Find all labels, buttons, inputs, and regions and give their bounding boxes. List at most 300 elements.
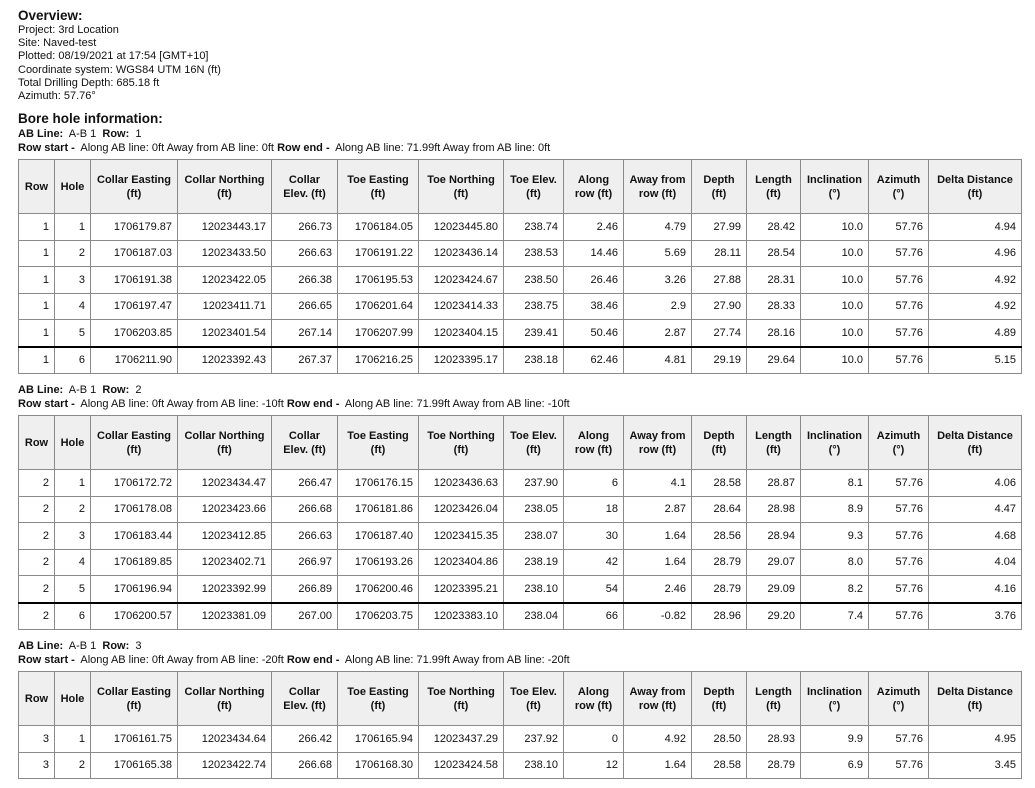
table-cell: 4.16	[929, 576, 1022, 603]
table-cell: 1706191.38	[91, 267, 178, 294]
row-label: Row:	[102, 640, 130, 653]
table-cell: 12023443.17	[178, 214, 272, 241]
row-start-value: Along AB line: 0ft Away from AB line: -20ft	[80, 654, 284, 667]
table-row	[19, 293, 1022, 320]
table-cell: 6.9	[801, 752, 869, 779]
table-cell: 57.76	[869, 576, 929, 603]
table-cell: 12023401.54	[178, 320, 272, 347]
column-header: Azimuth (°)	[869, 160, 929, 214]
row-value: 2	[135, 384, 142, 397]
table-cell: 12023383.10	[419, 603, 504, 630]
table-cell: 10.0	[801, 347, 869, 374]
table-cell: 1	[19, 214, 55, 241]
ab-line-label: AB Line:	[18, 128, 64, 141]
table-row	[19, 726, 1022, 753]
table-cell: 57.76	[869, 320, 929, 347]
table-cell: 28.56	[692, 523, 747, 550]
table-cell: 238.07	[504, 523, 564, 550]
table-cell: 28.98	[747, 496, 801, 523]
table-cell: 266.97	[272, 549, 338, 576]
table-row	[19, 320, 1022, 347]
table-cell: 28.87	[747, 470, 801, 497]
ab-line-label: AB Line:	[18, 384, 64, 397]
table-cell: 4.1	[624, 470, 692, 497]
row-value: 3	[135, 640, 142, 653]
table-cell: 1	[19, 320, 55, 347]
table-cell: 1706191.22	[338, 240, 419, 267]
table-cell: 8.1	[801, 470, 869, 497]
column-header: Length (ft)	[747, 672, 801, 726]
column-header: Toe Northing (ft)	[419, 672, 504, 726]
ab-line-label: AB Line:	[18, 640, 64, 653]
row-start-value: Along AB line: 0ft Away from AB line: -10ft	[80, 398, 284, 411]
table-cell: 1706181.86	[338, 496, 419, 523]
ab-line-value: A-B 1	[68, 128, 97, 141]
table-cell: 28.96	[692, 603, 747, 630]
table-cell: 57.76	[869, 496, 929, 523]
row-end-value: Along AB line: 71.99ft Away from AB line: -10ft	[344, 398, 570, 411]
table-cell: 12	[564, 752, 624, 779]
table-cell: 1706193.26	[338, 549, 419, 576]
table-cell: 1706165.38	[91, 752, 178, 779]
section-ab-line	[18, 383, 1021, 397]
column-header: Toe Elev. (ft)	[504, 672, 564, 726]
column-header: Toe Easting (ft)	[338, 416, 419, 470]
table-cell: 1706161.75	[91, 726, 178, 753]
table-cell: 1706187.40	[338, 523, 419, 550]
table-cell: 12023395.17	[419, 347, 504, 374]
table-row	[19, 576, 1022, 603]
table-cell: 266.47	[272, 470, 338, 497]
table-cell: 1	[55, 470, 91, 497]
table-cell: 1706176.15	[338, 470, 419, 497]
table-cell: 57.76	[869, 603, 929, 630]
table-cell: 28.79	[692, 549, 747, 576]
table-cell: 2	[55, 240, 91, 267]
section-row-range	[18, 141, 1021, 155]
bore-table	[18, 415, 1022, 630]
column-header: Azimuth (°)	[869, 672, 929, 726]
table-cell: 12023414.33	[419, 293, 504, 320]
table-cell: 4.96	[929, 240, 1022, 267]
table-row	[19, 496, 1022, 523]
table-cell: 12023404.86	[419, 549, 504, 576]
table-cell: 12023426.04	[419, 496, 504, 523]
table-cell: 266.73	[272, 214, 338, 241]
column-header: Collar Northing (ft)	[178, 160, 272, 214]
table-cell: 29.09	[747, 576, 801, 603]
table-cell: 1	[19, 293, 55, 320]
table-cell: 42	[564, 549, 624, 576]
table-cell: 10.0	[801, 214, 869, 241]
table-cell: 237.92	[504, 726, 564, 753]
table-cell: 237.90	[504, 470, 564, 497]
table-cell: 2	[55, 752, 91, 779]
table-cell: 30	[564, 523, 624, 550]
table-cell: 2	[19, 549, 55, 576]
table-cell: 12023422.05	[178, 267, 272, 294]
column-header: Along row (ft)	[564, 416, 624, 470]
table-cell: 2	[55, 496, 91, 523]
table-row	[19, 603, 1022, 630]
column-header: Row	[19, 672, 55, 726]
table-cell: 4.04	[929, 549, 1022, 576]
table-cell: 8.0	[801, 549, 869, 576]
table-cell: 266.65	[272, 293, 338, 320]
table-cell: 6	[55, 347, 91, 374]
table-cell: 28.79	[747, 752, 801, 779]
table-cell: 57.76	[869, 726, 929, 753]
column-header: Length (ft)	[747, 160, 801, 214]
row-start-label: Row start -	[18, 142, 75, 155]
table-cell: 3	[19, 752, 55, 779]
table-cell: 18	[564, 496, 624, 523]
column-header: Depth (ft)	[692, 672, 747, 726]
table-cell: 10.0	[801, 267, 869, 294]
column-header: Hole	[55, 672, 91, 726]
column-header: Collar Easting (ft)	[91, 160, 178, 214]
column-header: Toe Northing (ft)	[419, 160, 504, 214]
header-row	[19, 672, 1022, 726]
table-cell: 0	[564, 726, 624, 753]
table-cell: 1706203.75	[338, 603, 419, 630]
table-cell: 66	[564, 603, 624, 630]
table-cell: 7.4	[801, 603, 869, 630]
table-cell: 28.31	[747, 267, 801, 294]
table-cell: 12023392.43	[178, 347, 272, 374]
table-cell: 3.26	[624, 267, 692, 294]
bore-table	[18, 159, 1022, 374]
table-cell: 238.19	[504, 549, 564, 576]
table-cell: 28.64	[692, 496, 747, 523]
table-cell: 1706184.05	[338, 214, 419, 241]
table-cell: 9.9	[801, 726, 869, 753]
row-end-label: Row end -	[286, 654, 340, 667]
overview-title: Overview:	[18, 8, 83, 23]
table-cell: 8.2	[801, 576, 869, 603]
table-cell: 29.64	[747, 347, 801, 374]
column-header: Row	[19, 416, 55, 470]
column-header: Hole	[55, 160, 91, 214]
table-cell: 4.81	[624, 347, 692, 374]
table-cell: 1706207.99	[338, 320, 419, 347]
column-header: Toe Easting (ft)	[338, 160, 419, 214]
table-cell: 10.0	[801, 240, 869, 267]
table-cell: 12023433.50	[178, 240, 272, 267]
bore-sections	[18, 127, 1021, 779]
table-cell: 1706201.64	[338, 293, 419, 320]
column-header: Away from row (ft)	[624, 416, 692, 470]
table-cell: 266.63	[272, 240, 338, 267]
bore-section	[18, 111, 1021, 779]
table-cell: 27.99	[692, 214, 747, 241]
column-header: Collar Northing (ft)	[178, 416, 272, 470]
table-cell: 266.63	[272, 523, 338, 550]
table-cell: 4	[55, 293, 91, 320]
column-header: Delta Distance (ft)	[929, 160, 1022, 214]
table-cell: 238.75	[504, 293, 564, 320]
table-cell: 5	[55, 320, 91, 347]
table-cell: 238.53	[504, 240, 564, 267]
table-cell: 4.92	[929, 293, 1022, 320]
table-cell: 12023434.47	[178, 470, 272, 497]
table-cell: 5	[55, 576, 91, 603]
table-cell: 1706216.25	[338, 347, 419, 374]
overview-line: Coordinate system: WGS84 UTM 16N (ft)	[18, 63, 221, 76]
table-cell: 12023434.64	[178, 726, 272, 753]
column-header: Inclination (°)	[801, 672, 869, 726]
table-cell: 3.45	[929, 752, 1022, 779]
table-cell: 6	[55, 603, 91, 630]
table-cell: 4.47	[929, 496, 1022, 523]
table-cell: 57.76	[869, 293, 929, 320]
column-header: Delta Distance (ft)	[929, 416, 1022, 470]
table-cell: 1.64	[624, 549, 692, 576]
table-row	[19, 240, 1022, 267]
column-header: Toe Northing (ft)	[419, 416, 504, 470]
table-cell: 9.3	[801, 523, 869, 550]
table-cell: -0.82	[624, 603, 692, 630]
column-header: Collar Easting (ft)	[91, 416, 178, 470]
table-row	[19, 347, 1022, 374]
row-start-label: Row start -	[18, 654, 75, 667]
table-cell: 57.76	[869, 470, 929, 497]
table-cell: 12023395.21	[419, 576, 504, 603]
overview-line: Azimuth: 57.76°	[18, 90, 96, 103]
table-cell: 27.90	[692, 293, 747, 320]
table-cell: 267.37	[272, 347, 338, 374]
table-cell: 28.33	[747, 293, 801, 320]
table-cell: 57.76	[869, 523, 929, 550]
table-cell: 1706196.94	[91, 576, 178, 603]
section-row-range	[18, 397, 1021, 411]
table-cell: 12023422.74	[178, 752, 272, 779]
section-row-range	[18, 653, 1021, 667]
table-cell: 57.76	[869, 214, 929, 241]
report	[18, 8, 1021, 788]
table-cell: 1706165.94	[338, 726, 419, 753]
table-cell: 266.68	[272, 752, 338, 779]
column-header: Toe Elev. (ft)	[504, 416, 564, 470]
table-cell: 1	[55, 726, 91, 753]
table-cell: 12023424.67	[419, 267, 504, 294]
table-cell: 1.64	[624, 523, 692, 550]
row-end-label: Row end -	[286, 398, 340, 411]
row-value: 1	[135, 128, 142, 141]
table-cell: 239.41	[504, 320, 564, 347]
table-cell: 1	[55, 214, 91, 241]
row-end-value: Along AB line: 71.99ft Away from AB line: -20ft	[344, 654, 570, 667]
header-row	[19, 160, 1022, 214]
table-row	[19, 470, 1022, 497]
table-cell: 1706179.87	[91, 214, 178, 241]
column-header: Away from row (ft)	[624, 160, 692, 214]
overview-line: Plotted: 08/19/2021 at 17:54 [GMT+10]	[18, 50, 209, 63]
overview-line: Project: 3rd Location	[18, 24, 119, 36]
section-ab-line	[18, 127, 1021, 141]
table-cell: 57.76	[869, 347, 929, 374]
table-cell: 238.04	[504, 603, 564, 630]
table-cell: 3	[55, 267, 91, 294]
table-cell: 10.0	[801, 293, 869, 320]
table-cell: 1706172.72	[91, 470, 178, 497]
overview-lines	[18, 24, 1021, 103]
column-header: Along row (ft)	[564, 672, 624, 726]
table-cell: 28.42	[747, 214, 801, 241]
table-cell: 1706189.85	[91, 549, 178, 576]
table-cell: 12023415.35	[419, 523, 504, 550]
column-header: Hole	[55, 416, 91, 470]
table-cell: 57.76	[869, 240, 929, 267]
column-header: Inclination (°)	[801, 416, 869, 470]
column-header: Toe Elev. (ft)	[504, 160, 564, 214]
table-cell: 3.76	[929, 603, 1022, 630]
column-header: Collar Elev. (ft)	[272, 160, 338, 214]
table-cell: 1706168.30	[338, 752, 419, 779]
bore-title: Bore hole information:	[18, 111, 163, 127]
table-cell: 2	[19, 470, 55, 497]
table-cell: 29.07	[747, 549, 801, 576]
table-cell: 50.46	[564, 320, 624, 347]
table-cell: 1706200.57	[91, 603, 178, 630]
column-header: Collar Northing (ft)	[178, 672, 272, 726]
table-cell: 2	[19, 576, 55, 603]
table-cell: 1	[19, 347, 55, 374]
table-cell: 1706195.53	[338, 267, 419, 294]
overview-line: Total Drilling Depth: 685.18 ft	[18, 76, 160, 89]
table-cell: 6	[564, 470, 624, 497]
table-cell: 12023436.14	[419, 240, 504, 267]
table-cell: 2.46	[564, 214, 624, 241]
column-header: Collar Elev. (ft)	[272, 672, 338, 726]
table-cell: 27.88	[692, 267, 747, 294]
table-cell: 12023411.71	[178, 293, 272, 320]
table-cell: 12023392.99	[178, 576, 272, 603]
overview-line: Site: Naved-test	[18, 37, 97, 50]
column-header: Row	[19, 160, 55, 214]
table-row	[19, 214, 1022, 241]
table-cell: 28.58	[692, 752, 747, 779]
table-cell: 2.87	[624, 496, 692, 523]
table-cell: 27.74	[692, 320, 747, 347]
table-cell: 2.46	[624, 576, 692, 603]
table-cell: 28.54	[747, 240, 801, 267]
table-cell: 29.20	[747, 603, 801, 630]
table-cell: 29.19	[692, 347, 747, 374]
table-cell: 4.06	[929, 470, 1022, 497]
table-cell: 5.15	[929, 347, 1022, 374]
column-header: Azimuth (°)	[869, 416, 929, 470]
table-cell: 266.89	[272, 576, 338, 603]
table-cell: 1706211.90	[91, 347, 178, 374]
table-cell: 2	[19, 523, 55, 550]
table-cell: 2.9	[624, 293, 692, 320]
table-cell: 12023437.29	[419, 726, 504, 753]
table-cell: 266.68	[272, 496, 338, 523]
row-label: Row:	[102, 384, 130, 397]
table-cell: 28.50	[692, 726, 747, 753]
table-cell: 5.69	[624, 240, 692, 267]
table-cell: 1	[19, 267, 55, 294]
table-cell: 2	[19, 496, 55, 523]
table-cell: 28.16	[747, 320, 801, 347]
table-row	[19, 267, 1022, 294]
column-header: Along row (ft)	[564, 160, 624, 214]
table-cell: 28.58	[692, 470, 747, 497]
table-cell: 1	[19, 240, 55, 267]
table-cell: 4.94	[929, 214, 1022, 241]
table-cell: 12023436.63	[419, 470, 504, 497]
table-cell: 1706178.08	[91, 496, 178, 523]
table-cell: 57.76	[869, 549, 929, 576]
column-header: Collar Elev. (ft)	[272, 416, 338, 470]
table-cell: 28.93	[747, 726, 801, 753]
table-cell: 1706203.85	[91, 320, 178, 347]
table-cell: 12023412.85	[178, 523, 272, 550]
table-cell: 238.18	[504, 347, 564, 374]
table-cell: 1706183.44	[91, 523, 178, 550]
table-cell: 238.50	[504, 267, 564, 294]
column-header: Away from row (ft)	[624, 672, 692, 726]
table-cell: 4.68	[929, 523, 1022, 550]
table-cell: 238.10	[504, 576, 564, 603]
ab-line-value: A-B 1	[68, 384, 97, 397]
table-cell: 28.79	[692, 576, 747, 603]
table-cell: 238.05	[504, 496, 564, 523]
column-header: Delta Distance (ft)	[929, 672, 1022, 726]
table-cell: 12023423.66	[178, 496, 272, 523]
row-start-label: Row start -	[18, 398, 75, 411]
table-cell: 238.74	[504, 214, 564, 241]
table-cell: 26.46	[564, 267, 624, 294]
table-cell: 57.76	[869, 752, 929, 779]
column-header: Length (ft)	[747, 416, 801, 470]
table-cell: 4.95	[929, 726, 1022, 753]
table-cell: 12023424.58	[419, 752, 504, 779]
table-cell: 4.79	[624, 214, 692, 241]
table-cell: 4	[55, 549, 91, 576]
table-cell: 1706197.47	[91, 293, 178, 320]
column-header: Collar Easting (ft)	[91, 672, 178, 726]
table-cell: 14.46	[564, 240, 624, 267]
section-ab-line	[18, 639, 1021, 653]
bore-table	[18, 671, 1022, 779]
table-cell: 238.10	[504, 752, 564, 779]
table-cell: 54	[564, 576, 624, 603]
row-label: Row:	[102, 128, 130, 141]
table-cell: 1.64	[624, 752, 692, 779]
table-cell: 12023381.09	[178, 603, 272, 630]
table-cell: 8.9	[801, 496, 869, 523]
table-cell: 2.87	[624, 320, 692, 347]
table-cell: 12023402.71	[178, 549, 272, 576]
table-cell: 38.46	[564, 293, 624, 320]
row-end-value: Along AB line: 71.99ft Away from AB line: 0ft	[335, 142, 551, 155]
table-row	[19, 523, 1022, 550]
table-cell: 57.76	[869, 267, 929, 294]
table-cell: 1706200.46	[338, 576, 419, 603]
header-row	[19, 416, 1022, 470]
table-cell: 62.46	[564, 347, 624, 374]
table-cell: 266.42	[272, 726, 338, 753]
table-cell: 267.14	[272, 320, 338, 347]
row-start-value: Along AB line: 0ft Away from AB line: 0ft	[80, 142, 274, 155]
table-cell: 4.92	[929, 267, 1022, 294]
table-cell: 3	[19, 726, 55, 753]
ab-line-value: A-B 1	[68, 640, 97, 653]
table-cell: 12023445.80	[419, 214, 504, 241]
table-cell: 3	[55, 523, 91, 550]
